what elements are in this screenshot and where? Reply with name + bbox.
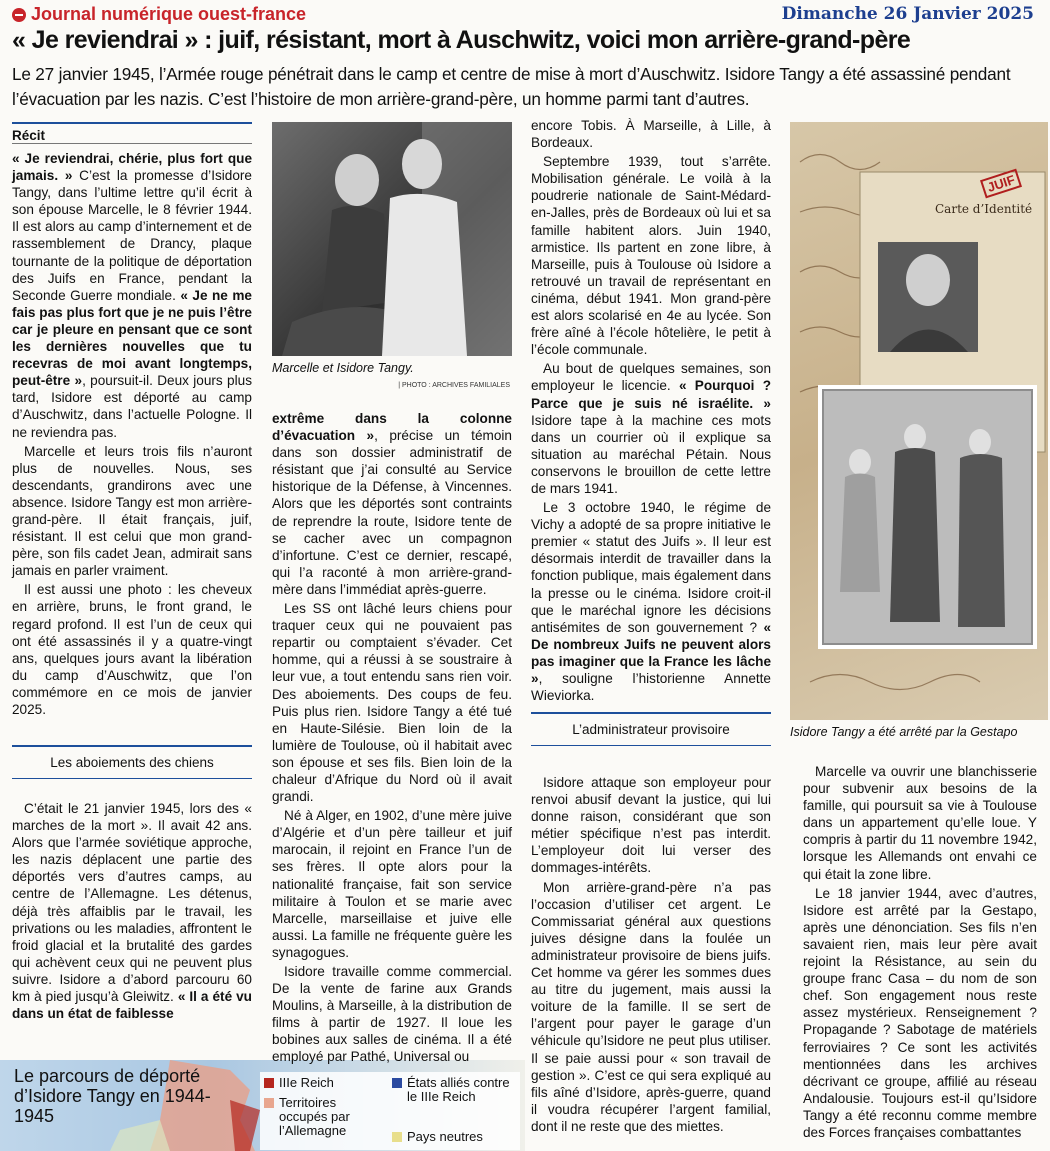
col2-paragraph-2: Les SS ont lâché leurs chiens pour traquer ceux qui ne pouvaient pas repartir ou comptaient s’évader. Cet homme, qui a réussi à se soustraire à leur vue, a tout entendu sans rien voir. Des aboiements. Des coups de feu. Puis plus rien. Isidore Tangy a été tué en Haute-Silésie. Bien loin de la lumière de Toulouse, où il habitait avec son épouse et ses fils. Bien loin de la chaleur d’Afrique du Nord où il avait grandi.: [272, 601, 512, 805]
map-legend: [260, 1072, 520, 1150]
col1-text-2: , poursuit-il. Deux jours plus tard, Isidore est déporté au camp d’Auschwitz, dans l’actuelle Pologne. Il ne reviendra pas.: [12, 373, 252, 440]
col3-text-3b: , souligne l’historienne Annette Wieviorka.: [531, 671, 771, 704]
column-2: [272, 410, 512, 1066]
legend-item-reich: [264, 1076, 384, 1090]
juif-stamp: JUIF: [980, 169, 1022, 199]
photo1-credit: | PHOTO : ARCHIVES FAMILIALES: [398, 382, 510, 389]
couple-photo-icon: [272, 122, 512, 356]
col2-paragraph-3: Né à Alger, en 1902, d’une mère juive d’Algérie et d’un père tailleur et juif marocain, il rejoint en France l’un de ses frères. Il opte alors pour la nationalité française, fait son service militaire à Toulon et se marie avec Marcelle, marseillaise et juive elle aussi. La famille ne fréquente guère les synagogues.: [272, 808, 512, 960]
col4-paragraph-1: Marcelle va ouvrir une blanchisserie pour subvenir aux besoins de la famille, qui poursuit sa vie à Toulouse dans un appartement qu’elle loue. Y compris à partir du 11 novembre 1942, lorsque les Allemands ont envahi ce qui était la zone libre.: [803, 764, 1037, 882]
photo1-caption: Marcelle et Isidore Tangy.: [272, 361, 414, 375]
column-4: [803, 763, 1037, 1141]
col3-text-2b: Isidore tape à la machine ces mots dans un courrier où il explique sa situation au maréchal Pétain. Nous conservons le brouillon de cette lettre de mars 1941.: [531, 412, 771, 496]
couple-photo: [272, 122, 512, 356]
intro-paragraph: Le 27 janvier 1945, l’Armée rouge pénétrait dans le camp et centre de mise à mort d’Auschwitz. Isidore Tangy a été assassiné pendant l’évacuation par les nazis. C’est l’histoire de mon arrière-grand-père, un homme parmi tant d’autres.: [12, 64, 1011, 109]
map-title: Le parcours de déporté d’Isidore Tangy en 1944-1945: [14, 1066, 211, 1126]
masthead-label: Journal numérique ouest-france: [31, 4, 307, 24]
legend-label: Territoires occupés par l’Allemagne: [279, 1095, 350, 1138]
section1-body: [12, 800, 252, 1022]
section1-quote: « Il a été vu dans un état de faiblesse: [12, 989, 252, 1022]
legend-swatch-icon: [264, 1098, 274, 1108]
col1-quote-2: « Je ne me fais pas plus fort que je ne puis l’être car je pleure en pensant que ce sont les dernières nouvelles que tu recevras de moi avant longtemps, peut-être »: [12, 287, 252, 389]
rubric-divider: [12, 143, 252, 144]
section1-paragraph: [12, 800, 252, 1022]
legend-swatch-icon: [392, 1132, 402, 1142]
col1-quote-1: « Je reviendrai, chérie, plus fort que jamais. »: [12, 151, 252, 184]
col3-text-3a: Le 3 octobre 1940, le régime de Vichy a adopté de sa propre initiative le premier « statut des Juifs ». Il leur est désormais interdit de travailler dans la fonction publique, mais également dans la presse ou le cinéma. Isidore croit-il que le maréchal ignore les décisions antisémites de son gouvernement ?: [531, 500, 771, 635]
section2-paragraph-2: Mon arrière-grand-père n’a pas l’occasion d’utiliser cet argent. Le Commissariat général aux questions juives désigne dans la foulée un administrateur provisoire de biens juifs. Cet homme va gérer les sommes dues au titre du jugement, mais aussi la voiture de la famille. Il se sert de l’argent pour payer le garage d’un véhicule qu’Isidore ne peut plus utiliser. Il se paie aussi pour « son travail de gestion ». C’est ce qui sera expliqué au fils aîné d’Isidore, après-guerre, quand il voudra récupérer l’argent familial, dont il ne reste que des miettes.: [531, 879, 771, 1134]
legend-swatch-icon: [392, 1078, 402, 1088]
section1-text: C’était le 21 janvier 1945, lors des « marches de la mort ». Il avait 42 ans. Alors que l’armée soviétique approche, les nazis déplacent une partie des déportés vers d’autres camps, au centre de l’Allemagne. Les détenus, déjà très affaiblis par le travail, les privations ou les maladies, affrontent le froid glacial et la brutalité des gardes qui achèvent ceux qui ne peuvent plus suivre. Isidore a d’abord parcouru 60 km à pied jusqu’à Gleiwitz.: [12, 801, 252, 1005]
legend-item-occupied: [264, 1096, 384, 1138]
section-heading-administrateur: L’administrateur provisoire: [531, 712, 771, 746]
col3-text-2a: Au bout de quelques semaines, son employeur le licencie.: [531, 361, 771, 394]
col1-paragraph-2: Marcelle et leurs trois fils n’auront plus de nouvelles. Nous, ses descendants, grandirons avec une absence. Isidore Tangy est mon arrière-grand-père. Il était français, juif, résistant. Il est celui que mon grand-père, son fils cadet Jean, admirait sans jamais en parler vraiment.: [12, 443, 252, 579]
col2-quote: extrême dans la colonne d’évacuation »: [272, 411, 512, 444]
legend-label: Pays neutres: [407, 1129, 483, 1144]
section2-body: [531, 774, 771, 1135]
col3-paragraph-3: [531, 499, 771, 704]
section-heading-aboiements: Les aboiements des chiens: [12, 745, 252, 779]
column-3: [531, 117, 771, 704]
section2-paragraph-1: Isidore attaque son employeur pour renvoi abusif devant la justice, qui lui donne raison, considérant que son métier spécifique n’est pas interdit. L’employeur doit lui verser des dommages-intérêts.: [531, 775, 771, 876]
col4-paragraph-2: Le 18 janvier 1944, avec d’autres, Isidore est arrêté par la Gestapo, après une dénonciation. Ses fils n’en savaient rien, mais leur père avait rejoint la Résistance, au sein du groupe franc Casa – du nom de son chef. Son engagement nous reste assez mystérieux. Renseignement ? Propagande ? Sabotage de matériels ferroviaires ? Ce sont les activités mentionnées dans les archives décrivant ce groupe, affilié au réseau Andalousie. Toujours est-il qu’Isidore Tangy a été reconnu comme membre des Forces françaises combattantes: [803, 885, 1037, 1140]
legend-item-neutral: [392, 1130, 516, 1144]
col2-paragraph-4: Isidore travaille comme commercial. De la vente de farine aux Grands Moulins, à Marseille, à la distribution de films à partir de 1927. Il loue les bobines aux salles de cinéma. Il a été employé par Pathé, Universal ou: [272, 964, 512, 1065]
col3-paragraph-2: [531, 360, 771, 497]
col2-text: , précise un témoin dans son dossier administratif de résistant que j’ai consulté au Service historique de la Défense, à Vincennes. Alors que les déportés sont contraints de reprendre la route, Isidore tente de se cacher avec un compagnon d’infortune. C’est ce dernier, rescapé, qui l’a raconté à mon arrière-grand-mère dans l’immédiat après-guerre.: [272, 428, 512, 597]
publication-date: Dimanche 26 Janvier 2025: [781, 4, 1034, 24]
ouest-france-logo-icon: [12, 8, 26, 22]
identity-card-title: Carte d’Identité: [935, 202, 1033, 216]
archive-collage: [790, 122, 1048, 720]
col2-paragraph-1: [272, 410, 512, 598]
legend-label: IIIe Reich: [279, 1075, 334, 1090]
col3-quote-3: « De nombreux Juifs ne peuvent alors pas imaginer que la France les lâche »: [531, 619, 771, 686]
rubric-label: Récit: [12, 122, 252, 143]
masthead: [12, 4, 306, 25]
legend-label: États alliés contre le IIIe Reich: [407, 1075, 510, 1104]
col1-paragraph-1: [12, 150, 252, 441]
legend-swatch-icon: [264, 1078, 274, 1088]
headline: « Je reviendrai » : juif, résistant, mort à Auschwitz, voici mon arrière-grand-père: [12, 26, 911, 54]
legend-item-allies: [392, 1076, 516, 1104]
col3-paragraph-1: Septembre 1939, tout s’arrête. Mobilisation générale. Le voilà à la poudrerie nationale de Saint-Médard-en-Jalles, près de Bordeaux où lui et sa famille habitent alors. Juin 1940, armistice. Ils partent en zone libre, à Marseille, puis à Toulouse où Isidore a retrouvé un travail de représentant en cinéma, début 1941. Mon grand-père est alors scolarisé en 4e au lycée. Son frère aîné à l’école hôtelière, le petit à l’école communale.: [531, 154, 771, 358]
col3-paragraph-0: encore Tobis. À Marseille, à Lille, à Bordeaux.: [531, 118, 771, 151]
photo2-caption: Isidore Tangy a été arrêté par la Gestapo: [790, 725, 1018, 739]
col1-paragraph-3: Il est aussi une photo : les cheveux en arrière, bruns, le front grand, le regard profond. Il est l’un de ceux qui ont été assassinés il y a quatre-vingt ans, quelques jours avant la libération du camp d’Auschwitz, que l’on commémore en ce mois de janvier 2025.: [12, 582, 252, 717]
col1-text-1: C’est la promesse d’Isidore Tangy, dans l’ultime lettre qu’il écrit à son épouse Marcelle, le 8 février 1944. Il est alors au camp d’internement et de rassemblement de Drancy, plaque tournante de la politique de déportation des Juifs en France, pendant la Seconde Guerre mondiale.: [12, 168, 252, 303]
col3-quote-2: « Pourquoi ? Parce que je suis né israélite. »: [531, 378, 771, 411]
column-1: [12, 150, 252, 718]
